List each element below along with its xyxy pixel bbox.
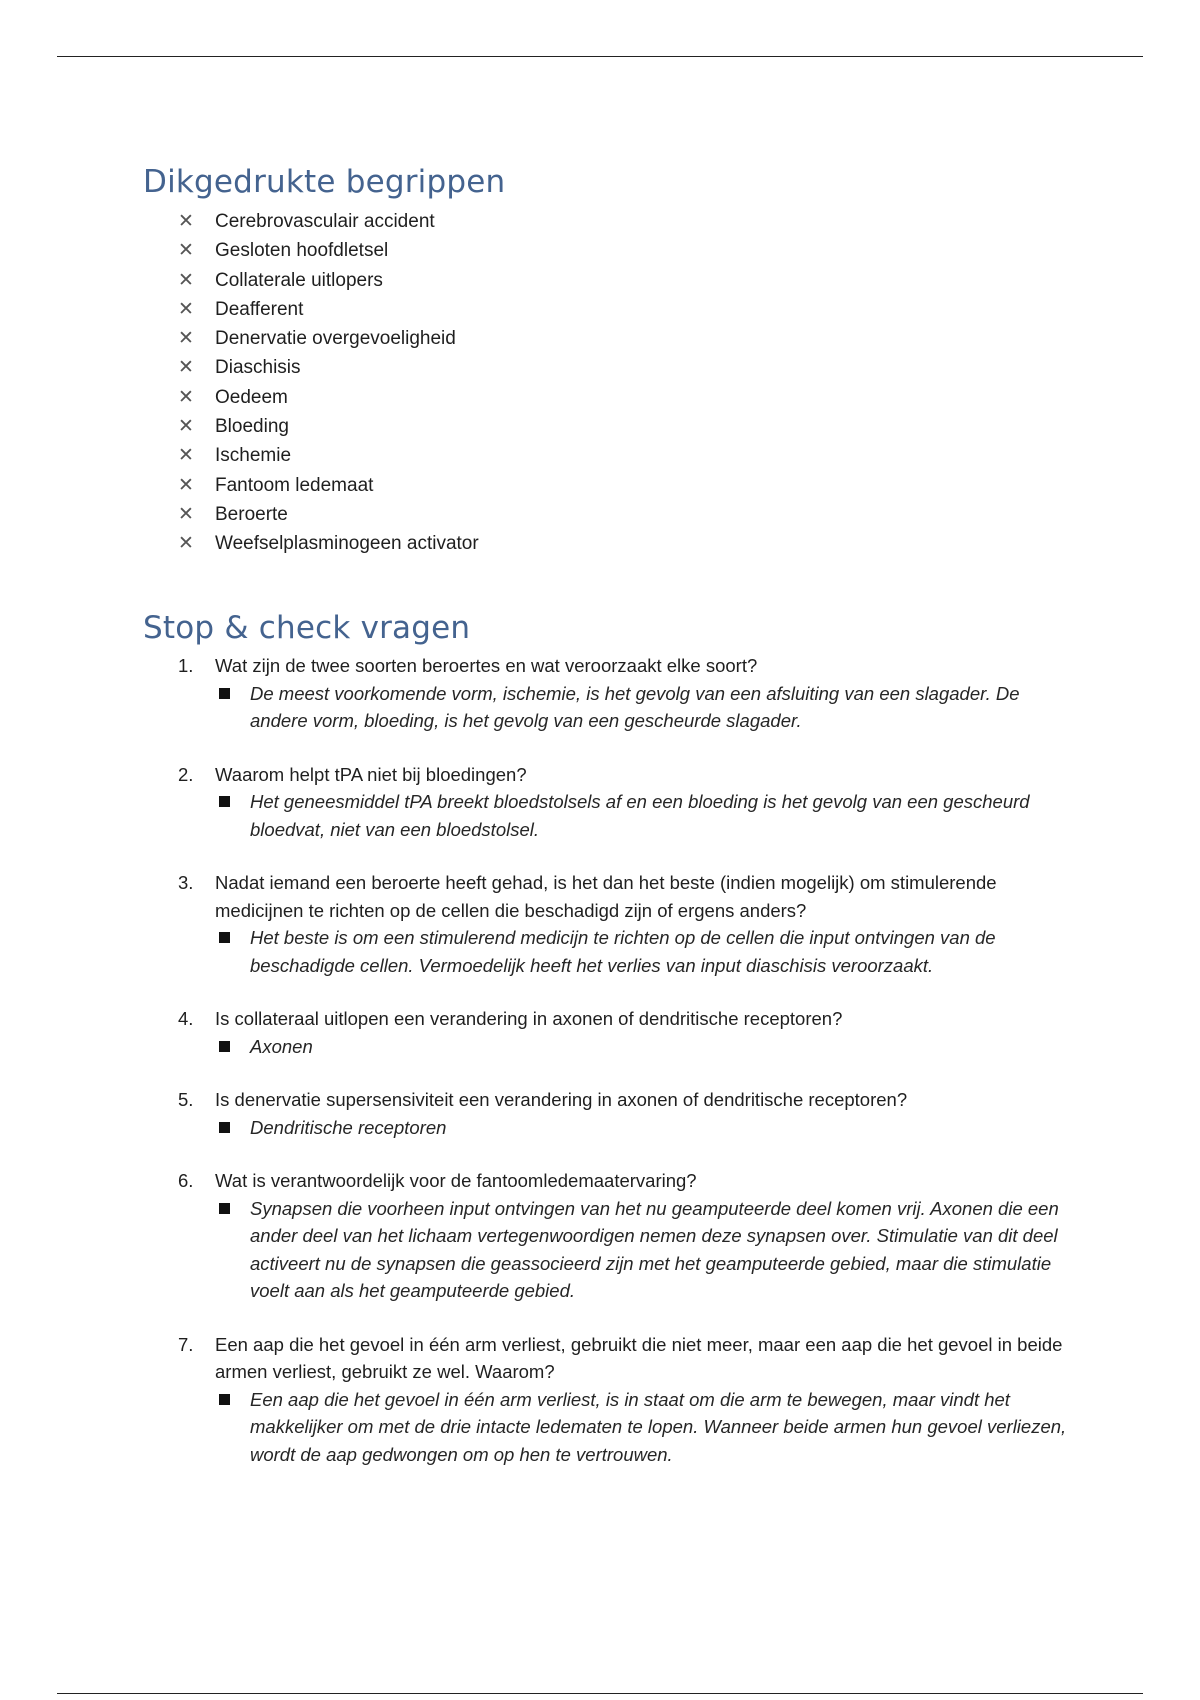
square-bullet-icon bbox=[219, 1394, 230, 1405]
list-item bbox=[178, 500, 479, 529]
answer bbox=[215, 680, 1078, 735]
cross-icon: ✕ bbox=[178, 328, 194, 350]
term-text: Denervatie overgevoeligheid bbox=[215, 328, 456, 350]
answer-text: Dendritische receptoren bbox=[250, 1116, 447, 1138]
cross-icon: ✕ bbox=[178, 474, 194, 496]
question-item bbox=[178, 652, 1078, 735]
term-text: Gesloten hoofdletsel bbox=[215, 240, 389, 262]
question-number: 3. bbox=[178, 872, 194, 893]
term-text: Deafferent bbox=[215, 298, 304, 320]
term-text: Oedeem bbox=[215, 386, 288, 408]
square-bullet-icon bbox=[219, 1203, 230, 1214]
question-text: Wat zijn de twee soorten beroertes en wat veroorzaakt elke soort? bbox=[215, 655, 758, 676]
cross-icon: ✕ bbox=[178, 533, 194, 555]
square-bullet-icon bbox=[219, 796, 230, 807]
answer-text: De meest voorkomende vorm, ischemie, is het gevolg van een afsluiting van een slagader. De andere vorm, bloeding, is het gevolg van een gescheurde slagader. bbox=[250, 682, 1020, 731]
answer bbox=[215, 1033, 1078, 1061]
question-number: 1. bbox=[178, 655, 194, 676]
question-text: Nadat iemand een beroerte heeft gehad, is het dan het beste (indien mogelijk) om stimulerende medicijnen te richten op de cellen die beschadigd zijn of ergens anders? bbox=[215, 872, 997, 921]
question-item bbox=[178, 869, 1078, 979]
question-text: Een aap die het gevoel in één arm verliest, gebruikt die niet meer, maar een aap die het gevoel in beide armen verliest, gebruikt ze wel. Waarom? bbox=[215, 1333, 1063, 1382]
term-text: Bloeding bbox=[215, 416, 289, 438]
term-text: Ischemie bbox=[215, 445, 292, 467]
question-text: Is collateraal uitlopen een verandering in axonen of dendritische receptoren? bbox=[215, 1008, 843, 1029]
cross-icon: ✕ bbox=[178, 240, 194, 262]
list-item bbox=[178, 207, 479, 236]
section-heading-questions: Stop & check vragen bbox=[143, 610, 471, 646]
list-item bbox=[178, 471, 479, 500]
question-text: Waarom helpt tPA niet bij bloedingen? bbox=[215, 763, 527, 785]
term-text: Weefselplasminogeen activator bbox=[215, 533, 479, 555]
list-item bbox=[178, 324, 479, 353]
answer bbox=[215, 924, 1078, 979]
term-text: Fantoom ledemaat bbox=[215, 474, 374, 496]
question-number: 6. bbox=[178, 1170, 194, 1191]
question-number: 2. bbox=[178, 763, 194, 785]
list-item bbox=[178, 383, 479, 412]
list-item bbox=[178, 412, 479, 441]
question-text: Is denervatie supersensiviteit een verandering in axonen of dendritische receptoren? bbox=[215, 1089, 908, 1110]
terms-list bbox=[178, 207, 479, 559]
list-item bbox=[178, 353, 479, 382]
square-bullet-icon bbox=[219, 1041, 230, 1052]
answer-text: Een aap die het gevoel in één arm verliest, is in staat om die arm te bewegen, maar vindt het makkelijker om met de drie intacte ledematen te lopen. Wanneer beide armen hun gevoel verliezen, wordt de aap gedwongen om op hen te vertrouwen. bbox=[250, 1388, 1067, 1465]
cross-icon: ✕ bbox=[178, 211, 194, 232]
cross-icon: ✕ bbox=[178, 445, 194, 467]
header-rule bbox=[57, 56, 1143, 57]
answer bbox=[215, 788, 1078, 843]
list-item bbox=[178, 236, 479, 265]
cross-icon: ✕ bbox=[178, 269, 194, 291]
list-item bbox=[178, 295, 479, 324]
question-number: 7. bbox=[178, 1333, 194, 1355]
cross-icon: ✕ bbox=[178, 357, 194, 379]
question-number: 5. bbox=[178, 1089, 194, 1110]
answer bbox=[215, 1195, 1078, 1305]
question-item bbox=[178, 761, 1078, 844]
question-number: 4. bbox=[178, 1008, 194, 1029]
answer bbox=[215, 1114, 1078, 1142]
term-text: Collaterale uitlopers bbox=[215, 269, 383, 291]
question-item bbox=[178, 1331, 1078, 1469]
questions-list bbox=[178, 652, 1078, 1494]
answer bbox=[215, 1386, 1078, 1469]
list-item bbox=[178, 529, 479, 558]
answer-text: Het geneesmiddel tPA breekt bloedstolsels af en een bloeding is het gevolg van een gescheurd bloedvat, niet van een bloedstolsel. bbox=[250, 791, 1030, 840]
cross-icon: ✕ bbox=[178, 503, 194, 525]
cross-icon: ✕ bbox=[178, 416, 194, 438]
question-item bbox=[178, 1086, 1078, 1141]
answer-text: Synapsen die voorheen input ontvingen van het nu geamputeerde deel komen vrij. Axonen die een ander deel van het lichaam vertegenwoordigen nemen deze synapsen over. Stimulatie van dit deel activeert nu de synapsen die geassocieerd zijn met het geamputeerde gebied, maar die stimulatie voelt aan als het geamputeerde gebied. bbox=[250, 1197, 1059, 1301]
section-heading-terms: Dikgedrukte begrippen bbox=[143, 164, 506, 200]
question-text: Wat is verantwoordelijk voor de fantoomledemaatervaring? bbox=[215, 1170, 697, 1191]
square-bullet-icon bbox=[219, 688, 230, 699]
square-bullet-icon bbox=[219, 1122, 230, 1133]
cross-icon: ✕ bbox=[178, 386, 194, 408]
term-text: Cerebrovasculair accident bbox=[215, 211, 435, 232]
list-item bbox=[178, 441, 479, 470]
answer-text: Het beste is om een stimulerend medicijn te richten op de cellen die input ontvingen van de beschadigde cellen. Vermoedelijk heeft het verlies van input diaschisis veroorzaakt. bbox=[250, 927, 996, 976]
term-text: Diaschisis bbox=[215, 357, 301, 379]
footer-rule bbox=[57, 1693, 1143, 1694]
question-item bbox=[178, 1005, 1078, 1060]
question-item bbox=[178, 1167, 1078, 1305]
list-item bbox=[178, 266, 479, 295]
answer-text: Axonen bbox=[250, 1035, 313, 1057]
term-text: Beroerte bbox=[215, 503, 288, 525]
cross-icon: ✕ bbox=[178, 298, 194, 320]
square-bullet-icon bbox=[219, 932, 230, 943]
